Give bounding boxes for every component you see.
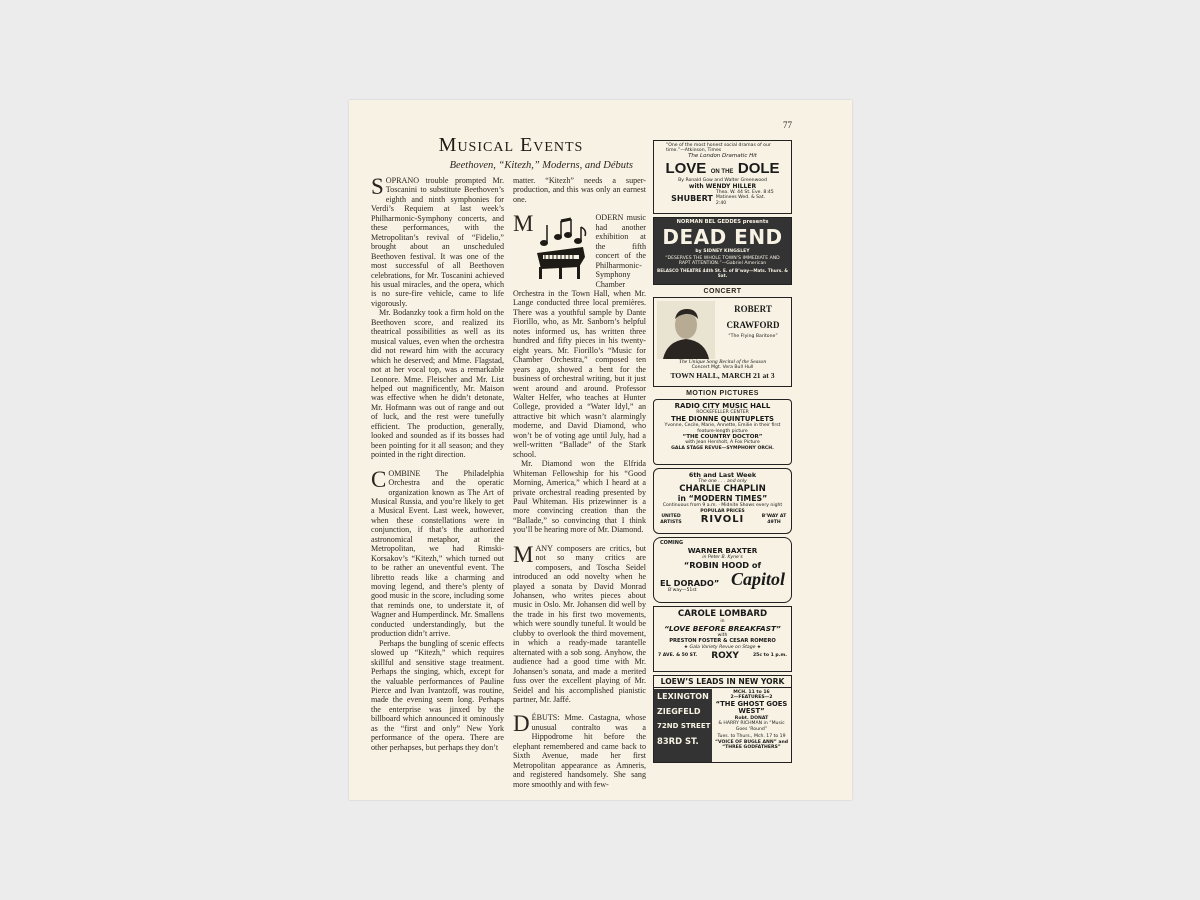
ad-love-on-the-dole: “One of the most honest social dramas of our time.”—Atkinson, Times The London Dramatic Hit LOVE ON THE DOLE By Ronald Gow and Walter Greenwood with WENDY HILLER SHUBERT Thea. W. 44 St. Eve. 8:45 Matinees Wed. & Sat. 2:40 — [653, 140, 792, 214]
paragraph: M ODERN music had another exhibition at the fifth concert of the Philharmonic-Symphony Chamber Orchestra in the Town Hall, when Mr. Lange conducted three local premières. There was a youthful sample by Dante Fiorillo, who, as Mr. Sanborn’s helpful notes informed us, has written three hundred and fifty pieces in his twenty-eight years. Mr. Fiorillo’s “Music for Chamber Orchestra,” composed ten years ago, showed a bent for the business of orchestral writing, but it just went around and around. Professor Walter Helfer, who teaches at Hunter College, provided a “Water Idyl,” an attractive bit which wasn’t alarmingly moderne, and David Diamond, who won’t be of voting age until July, had a well-written “Ballade” of the Stark school. — [513, 211, 646, 459]
concert-label: CONCERT — [703, 288, 742, 295]
paragraph: Perhaps the bungling of scenic effects slowed up “Kitezh,” which requires skillful and sensitive stage treatment. Perhaps the singing, which, except for the valuable performances of Pauline Pierce and Ivan Ivantzoff, was routine, made the evening seem long. Perhaps the enterprise was jinxed by the billboard which announced it ominously as the “first and only” New York performance of the opera. There are other perhapses, but perhaps they don’t — [371, 638, 504, 752]
paragraph: Mr. Diamond won the Elfrida Whiteman Fellowship for his “Good Morning, America,” which I heard at a private orchestral reading presented by Paul Whiteman. His prizewinner is a more convincing creation than the “Ballade,” so convincing that I think you’ll be hearing more of Mr. Diamond. — [513, 459, 646, 535]
paragraph: matter. “Kitezh” needs a super-production, and this was only an earnest one. — [513, 176, 646, 204]
piano-notes-illustration — [529, 217, 591, 283]
ad-rivoli: 6th and Last Week The one . . . and only CHARLIE CHAPLIN in “MODERN TIMES” Continuous from 9 a.m. · Midnite Shows every night POPULAR PRICES UNITED ARTISTS RIVOLI B’WAY AT 49TH — [653, 468, 792, 534]
ad-robert-crawford: ROBERT CRAWFORD “The Flying Baritone” The Unique Song Recital of the Season Concert Mgt. Vera Bull Hull TOWN HALL, MARCH 21 at 3 — [653, 297, 792, 387]
star-icon: ★ — [755, 645, 762, 651]
advertisement-column — [653, 140, 792, 766]
paragraph: DÉBUTS: Mme. Castagna, whose unusual contralto was a Hippodrome hit before the elephant remembered and came back to Sixth Avenue, made her first Metropolitan appearance as Amneris, and registered handsomely. She sang more smoothly and with few- — [513, 711, 646, 789]
article-column-2 — [513, 176, 646, 789]
ad-capitol: COMING WARNER BAXTER in Peter B. Kyne’s “ROBIN HOOD of EL DORADO” Capitol B’way—51st — [653, 537, 792, 603]
ad-roxy: CAROLE LOMBARD in “LOVE BEFORE BREAKFAST” with PRESTON FOSTER & CESAR ROMERO ★ Gala Variety Revue on Stage ★ 7 AVE. & 50 ST. ROXY 25c to 1 p.m. — [653, 606, 792, 672]
motion-pictures-label: MOTION PICTURES — [686, 390, 759, 397]
ad-radio-city: RADIO CITY MUSIC HALL ROCKEFELLER CENTER THE DIONNE QUINTUPLETS Yvonne, Cecile, Marie, Annette, Emilie in their first feature-length picture “THE COUNTRY DOCTOR” with Jean Hersholt, A Fox Picture GALA STAGE REVUE—SYMPHONY ORCH. — [653, 399, 792, 465]
paragraph: MANY composers are critics, but not so many critics are composers, and Toscha Seidel introduced an odd novelty when he played a sonata by David Monrad Johansen, who writes pieces about music in Oslo. Mr. Johansen did well by the trade in his first two movements, which were soundly tuneful. It would be clubby to overlook the third movement, in which a ready-made tarantelle alternated with a sob song. Anyhow, the audience had a good time with Mr. Johansen’s sonata, and made a merited fuss over the excellent playing of Mr. Seidel and his accomplished pianistic partner, Mr. Jaffé. — [513, 541, 646, 705]
article-column-1 — [371, 176, 504, 756]
paragraph: Mr. Bodanzky took a firm hold on the Beethoven score, and realized its theatrical possibilities as well as its musical values, even when the orchestra did not reward him with the accuracy which he deserved; and Mme. Flagstad, not at her vocal top, was a remarkable Leonore. Mme. Fleischer and Mr. List helped out magnificently, Mr. Maison was effective when he didn’t detonate, Mr. Hofmann was out of range and out of luck, and the rest were tunefully efficient. The production, generally, looked and sounded as if its bosses had been pointing for it all season; and they pointed in the right direction. — [371, 308, 504, 460]
portrait-photo — [657, 301, 715, 359]
paragraph: SOPRANO trouble prompted Mr. Toscanini to substitute Beethoven’s eighth and ninth symphonies for Verdi’s Requiem at last week’s Philharmonic-Symphony concerts, and these performances, with the Metropolitan’s revival of “Fidelio,” brought about an unscheduled Beethoven festival. It was one of the most successful of all Beethoven celebrations, for Mr. Toscanini achieved his usual miracles, and the opera, which is no sure-fire vehicle, came to life vigorously. — [371, 174, 504, 308]
article-title: Musical Events — [438, 134, 584, 156]
paragraph: COMBINE The Philadelphia Orchestra and the operatic organization known as The Art of Musical Russia, and you’re likely to get a Musical Event. Last week, however, when these constellations were in conjunction, if that’s the authorized astronomical metaphor, at the Metropolitan, we had Rimski-Korsakov’s “Kitezh,” which turned out to be rather an uneventful event. The libretto reads like a charming and moving legend, and there’s plenty of good music in the score, including some that reminds one, to understate it, of Wagner and Humperdinck. Mr. Smallens conducted understandingly, but the production didn’t arrive. — [371, 466, 504, 639]
ad-loews: LOEW’S LEADS IN NEW YORK LEXINGTON ZIEGFELD 72ND STREET 83RD ST. MCH. 11 to 16 2—FEATURES—2 “THE GHOST GOES WEST” Robt. DONAT & HARRY RICHMAN in “Music Goes ‘Round” Tues. to Thurs., Mch. 17 to 19 “VOICE OF BUGLE ANN” and “THREE GODFATHERS” — [653, 675, 792, 763]
star-icon: ★ — [683, 645, 690, 651]
page-number: 77 — [783, 120, 792, 130]
article-subtitle: Beethoven, “Kitezh,” Moderns, and Débuts — [449, 160, 633, 171]
ad-dead-end: NORMAN BEL GEDDES presents DEAD END by SIDNEY KINGSLEY “DESERVES THE WHOLE TOWN’S IMMEDIATE AND RAPT ATTENTION.”—Gabriel American BELASCO THEATRE 44th St. E. of B’way—Mats. Thurs. & Sat. — [653, 217, 792, 285]
magazine-page — [349, 100, 852, 800]
